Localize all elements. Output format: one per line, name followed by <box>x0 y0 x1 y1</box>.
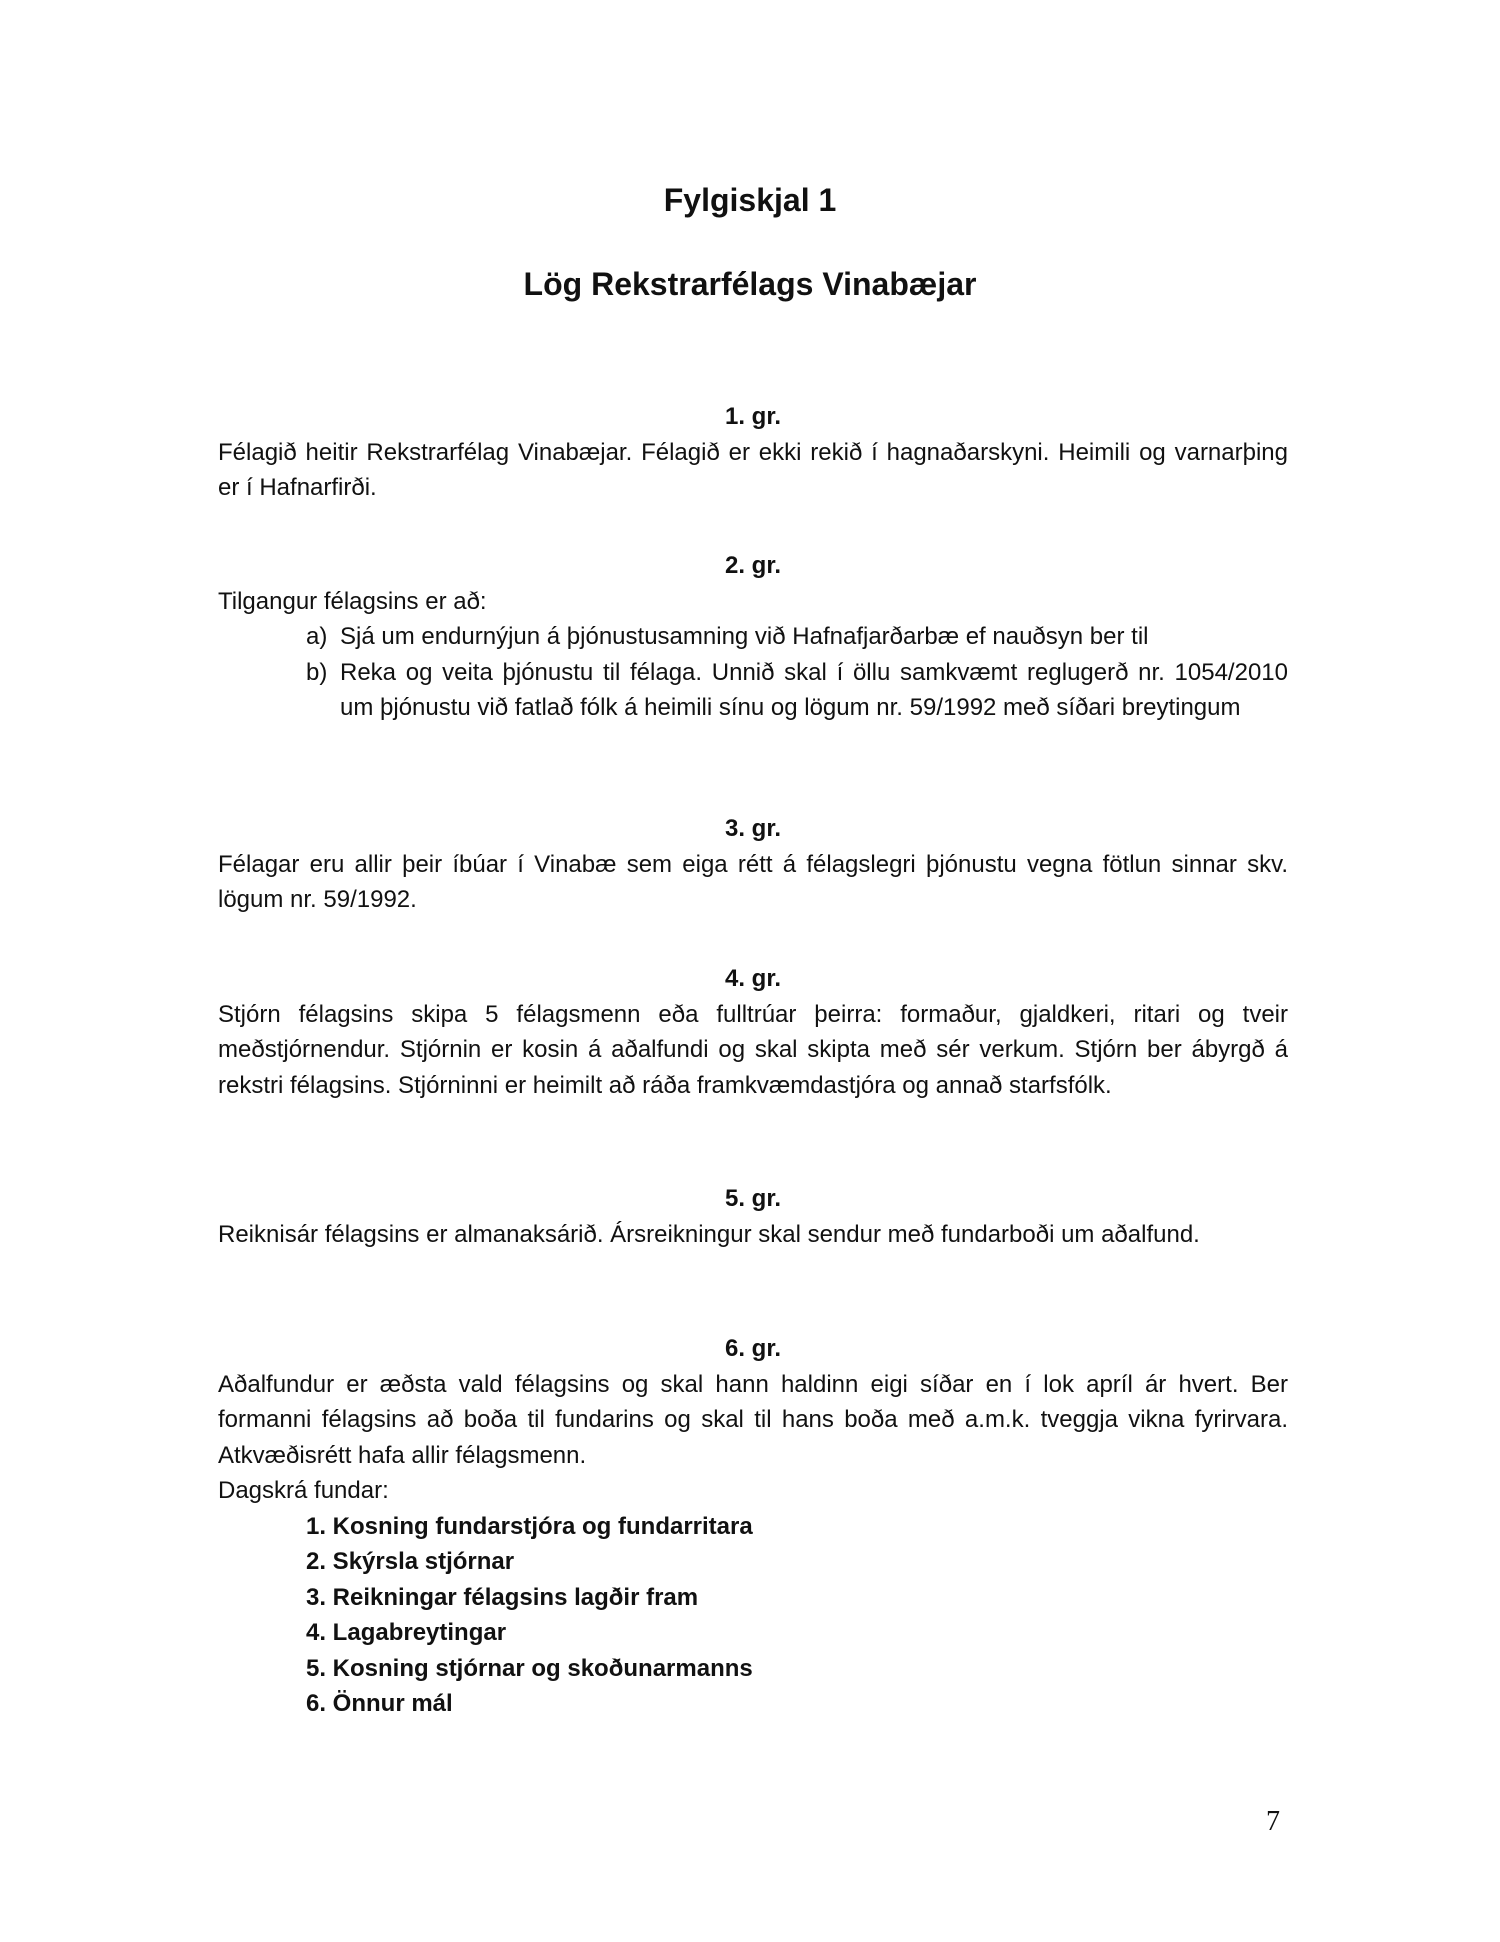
article-heading: 2. gr. <box>724 552 782 579</box>
article-5 <box>218 1181 1288 1252</box>
article-heading: 4. gr. <box>724 965 782 992</box>
article-6 <box>218 1331 1288 1722</box>
article-3 <box>218 811 1288 918</box>
article-text: Reiknisár félagsins er almanaksárið. Ársreikningur skal sendur með fundarboði um aðalfund. <box>218 1220 1200 1248</box>
article-text: Stjórn félagsins skipa 5 félagsmenn eða fulltrúar þeirra: formaður, gjaldkeri, ritari og tveir meðstjórnendur. Stjórnin er kosin á aðalfundi og skal skipta með sér verkum. Stjórn ber ábyrgð á rekstri félagsins. Stjórninni er heimilt að ráða framkvæmdastjóra og annað starfsfólk. <box>218 1000 1288 1099</box>
article-heading: 5. gr. <box>724 1185 782 1212</box>
agenda-item: 6. Önnur mál <box>306 1690 453 1717</box>
list-item <box>218 655 1288 726</box>
article-heading: 1. gr. <box>724 403 782 430</box>
article-4 <box>218 961 1288 1103</box>
article-text: Félagið heitir Rekstrarfélag Vinabæjar. Félagið er ekki rekið í hagnaðarskyni. Heimili og varnarþing er í Hafnarfirði. <box>218 438 1288 501</box>
agenda-item: 1. Kosning fundarstjóra og fundarritara <box>306 1512 753 1540</box>
article-1 <box>218 399 1288 506</box>
agenda-label: Dagskrá fundar: <box>218 1477 389 1504</box>
list-item <box>218 619 1288 655</box>
agenda-item: 5. Kosning stjórnar og skoðunarmanns <box>306 1654 753 1682</box>
agenda-item: 2. Skýrsla stjórnar <box>306 1548 515 1575</box>
list-item-text: Reka og veita þjónustu til félaga. Unnið skal í öllu samkvæmt reglugerð nr. 1054/2010 um þjónustu við fatlað fólk á heimili sínu og lögum nr. 59/1992 með síðari breytingum <box>340 658 1288 721</box>
list-marker: b) <box>306 658 328 686</box>
agenda-item: 3. Reikningar félagsins lagðir fram <box>306 1583 699 1611</box>
article-text: Félagar eru allir þeir íbúar í Vinabæ sem eiga rétt á félagslegri þjónustu vegna fötlun sinnar skv. lögum nr. 59/1992. <box>218 850 1288 913</box>
article-2 <box>218 548 1288 726</box>
article-heading: 3. gr. <box>724 815 782 842</box>
list-marker: a) <box>306 623 328 650</box>
article-text: Aðalfundur er æðsta vald félagsins og skal hann haldinn eigi síðar en í lok apríl ár hvert. Ber formanni félagsins að boða til fundarins og skal til hans boða með a.m.k. tveggja vikna fyrirvara. Atkvæðisrétt hafa allir félagsmenn. <box>218 1370 1288 1469</box>
document-title: Fylgiskjal 1 <box>663 182 837 218</box>
agenda-item: 4. Lagabreytingar <box>306 1619 507 1646</box>
article-heading: 6. gr. <box>724 1335 782 1362</box>
list-item-text: Sjá um endurnýjun á þjónustusamning við Hafnafjarðarbæ ef nauðsyn ber til <box>340 623 1149 650</box>
page-number: 7 <box>1266 1806 1280 1837</box>
article-text: Tilgangur félagsins er að: <box>218 587 487 615</box>
document-subtitle: Lög Rekstrarfélags Vinabæjar <box>523 266 977 302</box>
